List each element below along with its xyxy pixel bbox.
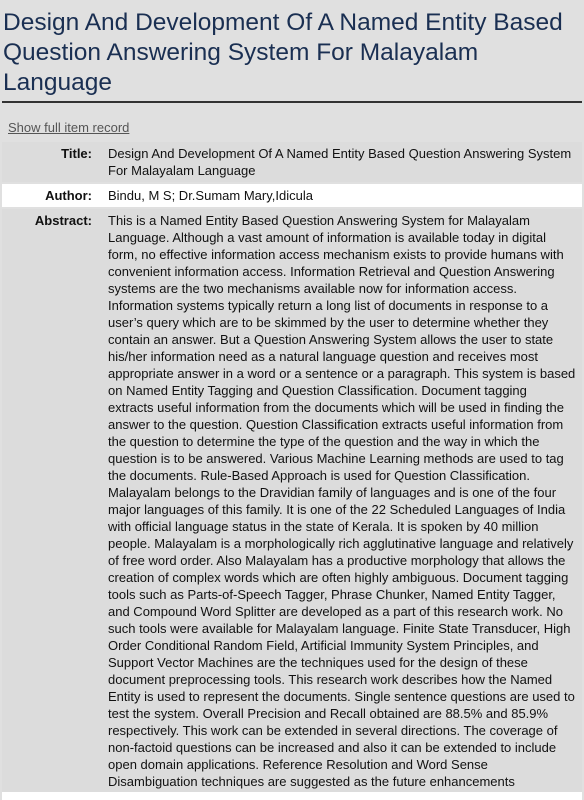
next-row-strip <box>2 792 582 800</box>
field-label: Title: <box>2 142 108 182</box>
field-value: Design And Development Of A Named Entity Based Question Answering System For Malayalam Language <box>108 142 582 182</box>
field-value: This is a Named Entity Based Question Answering System for Malayalam Language. Although a vast amount of information is available today in digital form, no effective information access mechanism exists to provide humans with convenient information access. Information Retrieval and Question Answering systems are the two mechanisms available now for information access. Information systems typically return a long list of documents in response to a user’s query which are to be skimmed by the user to determine whether they contain an answer. But a Question Answering System allows the user to state his/her information need as a natural language question and receives most appropriate answer in a word or a sentence or a paragraph. This system is based on Named Entity Tagging and Question Classification. Document tagging extracts useful information from the documents which will be used in finding the answer to the question. Question Classification extracts useful information from the question to determine the type of the question and the way in which the question is to be answered. Various Machine Learning methods are used to tag the documents. Rule-Based Approach is used for Question Classification. Malayalam belongs to the Dravidian family of languages and is one of the four major languages of this family. It is one of the 22 Scheduled Languages of India with official language status in the state of Kerala. It is spoken by 40 million people. Malayalam is a morphologically rich agglutinative language and relatively of free word order. Also Malayalam has a productive morphology that allows the creation of complex words which are often highly ambiguous. Document tagging tools such as Parts-of-Speech Tagger, Phrase Chunker, Named Entity Tagger, and Compound Word Splitter are developed as a part of this research work. No such tools were available for Malayalam language. Finite State Transducer, High Order Conditional Random Field, Artificial Immunity System Principles, and Support Vector Machines are the techniques used for the design of these document preprocessing tools. This research work describes how the Named Entity is used to represent the documents. Single sentence questions are used to test the system. Overall Precision and Recall obtained are 88.5% and 85.9% respectively. This work can be extended in several directions. The coverage of non-factoid questions can be increased and also it can be extended to include open domain applications. Reference Resolution and Word Sense Disambiguation techniques are suggested as the future enhancements <box>108 209 582 793</box>
item-record-table <box>2 140 582 795</box>
title-divider <box>2 101 582 103</box>
record-row-title <box>2 142 582 182</box>
field-value: Bindu, M S; Dr.Sumam Mary,Idicula <box>108 184 582 207</box>
record-row-author <box>2 184 582 207</box>
field-label: Author: <box>2 184 108 207</box>
page-title: Design And Development Of A Named Entity Based Question Answering System For Malayalam Language <box>3 9 563 96</box>
show-full-record-link[interactable]: Show full item record <box>8 120 130 135</box>
record-row-abstract <box>2 209 582 793</box>
field-label: Abstract: <box>2 209 108 793</box>
